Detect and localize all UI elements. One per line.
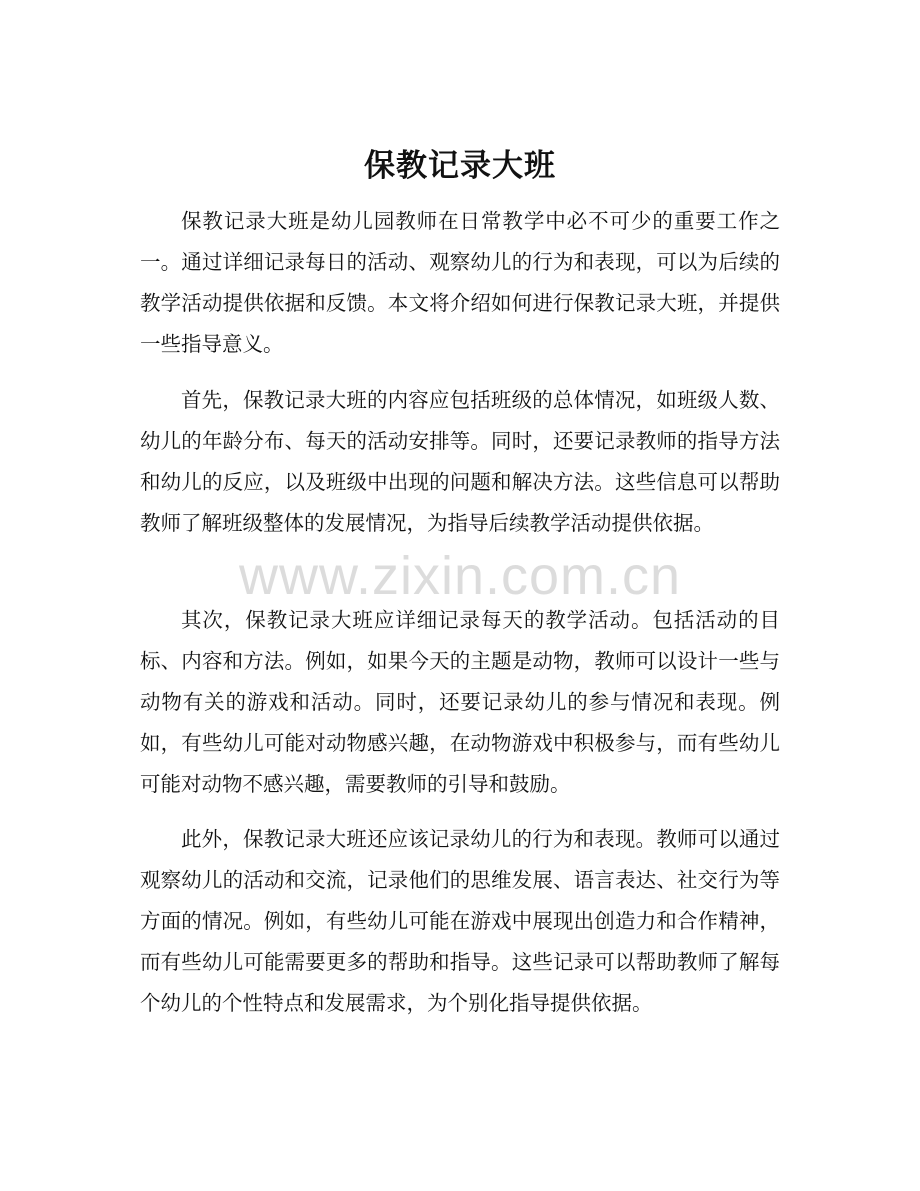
- watermark: www.zixin.com.cn: [238, 546, 682, 606]
- paragraph-teaching-activities: 其次，保教记录大班应详细记录每天的教学活动。包括活动的目标、内容和方法。例如，如果今天的主题是动物，教师可以设计一些与动物有关的游戏和活动。同时，还要记录幼儿的参与情况和表现。例如，有些幼儿可能对动物感兴趣，在动物游戏中积极参与，而有些幼儿可能对动物不感兴趣，需要教师的引导和鼓励。: [140, 608, 780, 796]
- paragraph-content-overview: 首先，保教记录大班的内容应包括班级的总体情况，如班级人数、幼儿的年龄分布、每天的活动安排等。同时，还要记录教师的指导方法和幼儿的反应，以及班级中出现的问题和解决方法。这些信息可以帮助教师了解班级整体的发展情况，为指导后续教学活动提供依据。: [140, 388, 780, 535]
- paragraph-intro: 保教记录大班是幼儿园教师在日常教学中必不可少的重要工作之一。通过详细记录每日的活动、观察幼儿的行为和表现，可以为后续的教学活动提供依据和反馈。本文将介绍如何进行保教记录大班，并提供一些指导意义。: [140, 209, 780, 356]
- paragraph-child-behavior: 此外，保教记录大班还应该记录幼儿的行为和表现。教师可以通过观察幼儿的活动和交流，记录他们的思维发展、语言表达、社交行为等方面的情况。例如，有些幼儿可能在游戏中展现出创造力和合作精神，而有些幼儿可能需要更多的帮助和指导。这些记录可以帮助教师了解每个幼儿的个性特点和发展需求，为个别化指导提供依据。: [140, 827, 780, 1015]
- page-title: 保教记录大班: [364, 148, 556, 184]
